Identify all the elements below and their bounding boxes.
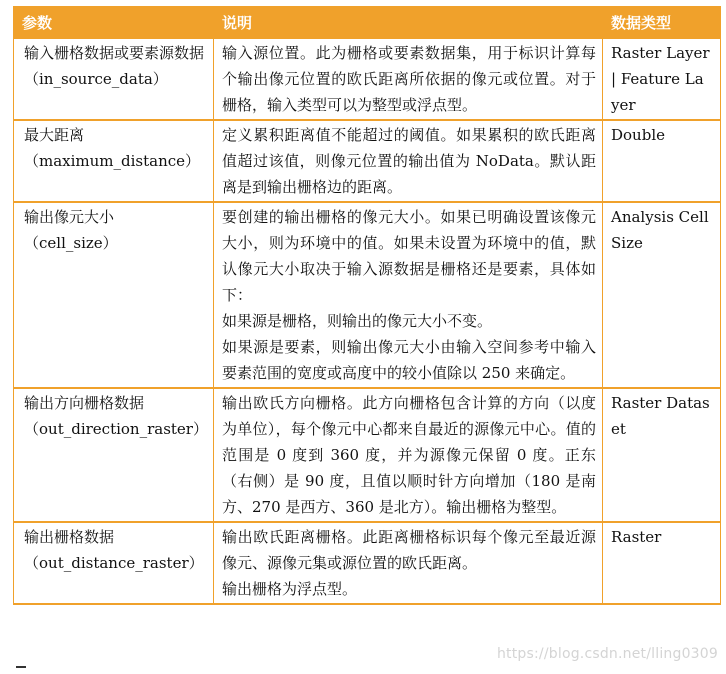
watermark-url: https://blog.csdn.net/lling0309 bbox=[496, 646, 718, 662]
description-text: 输出欧氏距离栅格。此距离栅格标识每个像元至最近源像元、源像元集或源位置的欧氏距离。 bbox=[222, 528, 596, 572]
description-text: 输出欧氏方向栅格。此方向栅格包含计算的方向（以度为单位），每个像元中心都来自最近的源像元中心。值的范围是 0 度到 360 度，并为源像元保留 0 度。正东（右侧）是 90 度，且值以顺时针方向增加（180 是南方、270 是西方、360 是北方）。输出栅格为整型。 bbox=[222, 394, 596, 516]
data-type-cell bbox=[603, 39, 721, 121]
header-parameter: 参数 bbox=[14, 6, 214, 39]
parameter-id: （cell_size） bbox=[24, 234, 118, 252]
data-type-cell bbox=[603, 120, 721, 202]
parameter-name: 输出栅格数据 bbox=[24, 528, 115, 546]
data-type-text: Raster bbox=[611, 528, 662, 546]
table-row bbox=[14, 202, 721, 388]
parameter-cell bbox=[14, 120, 214, 202]
description-text: 如果源是栅格，则输出的像元大小不变。 bbox=[222, 312, 493, 330]
table-header-row bbox=[14, 6, 721, 39]
parameter-cell bbox=[14, 202, 214, 388]
description-text: 要创建的输出栅格的像元大小。如果已明确设置该像元大小，则为环境中的值。如果未设置为环境中的值，默认像元大小取决于输入源数据是栅格还是要素，具体如下： bbox=[222, 208, 596, 304]
parameter-name: 输出方向栅格数据 bbox=[24, 394, 145, 412]
table-row bbox=[14, 120, 721, 202]
parameter-cell bbox=[14, 388, 214, 522]
parameter-name: 输入栅格数据或要素源数据（in_source_data） bbox=[24, 44, 205, 88]
data-type-text: Analysis Cell Size bbox=[611, 208, 709, 252]
parameter-id: （maximum_distance） bbox=[24, 152, 201, 170]
table-row bbox=[14, 388, 721, 522]
description-cell bbox=[214, 202, 603, 388]
header-data-type: 数据类型 bbox=[603, 6, 721, 39]
description-text: 定义累积距离值不能超过的阈值。如果累积的欧氏距离值超过该值，则像元位置的输出值为 NoData。默认距离是到输出栅格边的距离。 bbox=[222, 126, 596, 196]
table-row bbox=[14, 39, 721, 121]
data-type-text: Raster Layer | Feature Layer bbox=[611, 44, 710, 114]
description-cell bbox=[214, 388, 603, 522]
page-mark bbox=[16, 666, 26, 668]
description-text: 输入源位置。此为栅格或要素数据集，用于标识计算每个输出像元位置的欧氏距离所依据的像元或位置。对于栅格，输入类型可以为整型或浮点型。 bbox=[222, 44, 596, 114]
data-type-cell bbox=[603, 202, 721, 388]
data-type-text: Raster Dataset bbox=[611, 394, 710, 438]
data-type-text: Double bbox=[611, 126, 665, 144]
parameter-cell bbox=[14, 39, 214, 121]
parameter-id: （out_distance_raster） bbox=[24, 554, 204, 572]
description-text: 如果源是要素，则输出像元大小由输入空间参考中输入要素范围的宽度或高度中的较小值除以 250 来确定。 bbox=[222, 338, 596, 382]
description-text: 输出栅格为浮点型。 bbox=[222, 580, 358, 598]
parameter-name: 输出像元大小 bbox=[24, 208, 115, 226]
description-cell bbox=[214, 120, 603, 202]
header-description: 说明 bbox=[214, 6, 603, 39]
table-row bbox=[14, 522, 721, 604]
parameter-name: 最大距离 bbox=[24, 126, 85, 144]
parameter-cell bbox=[14, 522, 214, 604]
data-type-cell bbox=[603, 388, 721, 522]
description-cell bbox=[214, 522, 603, 604]
parameter-id: （out_direction_raster） bbox=[24, 420, 208, 438]
data-type-cell bbox=[603, 522, 721, 604]
description-cell bbox=[214, 39, 603, 121]
parameters-table bbox=[13, 6, 721, 605]
